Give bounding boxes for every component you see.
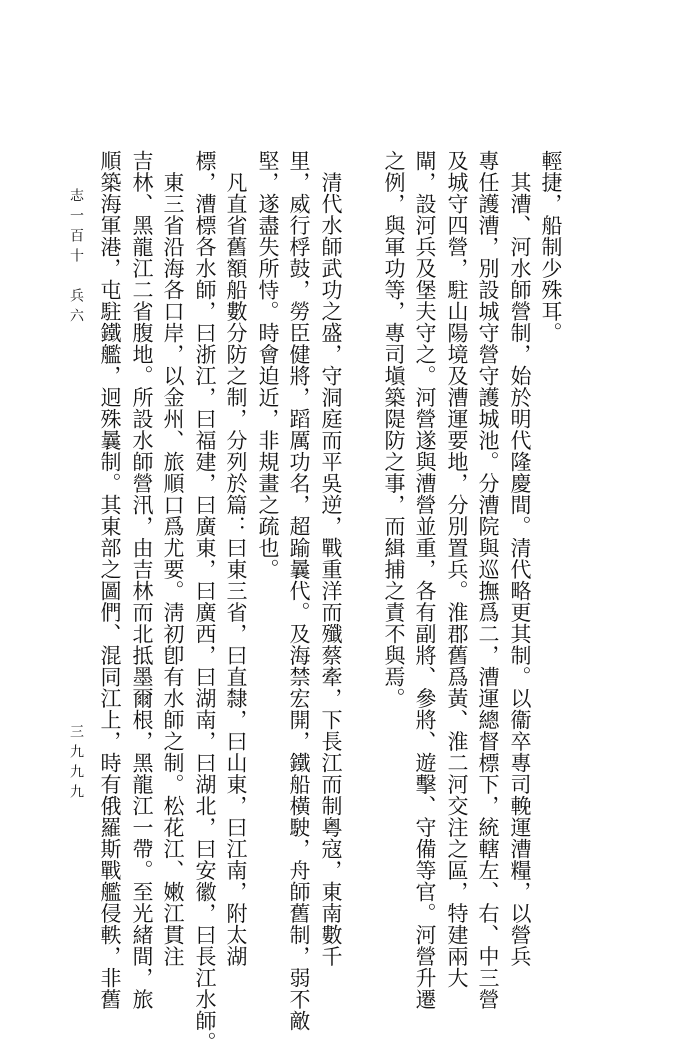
margin-label: 志一百十 兵六	[68, 188, 84, 328]
text-column: 堅，遂盡失所恃。時會迫近，非規畫之疏也。	[256, 150, 280, 580]
text-column: 閘，設河兵及堡夫守之。河營遂與漕營並重，各有副將、參將、遊擊、守備等官。河營升遷	[413, 150, 437, 1010]
text-column: 清代水師武功之盛，守洞庭而平吳逆，戰重洋而殲蔡牽，下長江而制粵寇，東南數千	[319, 150, 343, 967]
text-column: 凡直省舊額船數分防之制，分列於篇：曰東三省，曰直隸，曰山東，曰江南，附太湖	[224, 150, 248, 967]
text-column: 里，威行桴鼓，勞臣健將，蹈厲功名，超踰曩代。及海禁宏開，鐵船橫駛，舟師舊制，弱不敵	[287, 150, 311, 1032]
page-number: 三九九九	[68, 724, 84, 804]
text-column: 及城守四營，駐山陽境及漕運要地，分別置兵。淮郡舊爲黃、淮二河交注之區，特建兩大	[445, 150, 469, 989]
text-column: 專任護漕，別設城守營守護城池。分漕院與巡撫爲二，漕運總督標下，統轄左、右、中三營	[476, 150, 500, 1010]
text-column: 之例，與軍功等，專司塡築隄防之事，而緝捕之責不與焉。	[382, 150, 406, 709]
text-column: 東三省沿海各口岸，以金州、旅順口爲尤要。淸初卽有水師之制。松花江、嫩江貫注	[161, 150, 185, 967]
text-column: 輕捷，船制少殊耳。	[539, 150, 563, 344]
text-column: 標，漕標各水師，曰浙江，曰福建，曰廣東，曰廣西，曰湖南，曰湖北，曰安徽，曰長江水師。	[193, 150, 217, 1053]
text-column: 吉林、黑龍江二省腹地。所設水師營汛，由吉林而北抵墨爾根，黑龍江一帶。至光緒間，旅	[130, 150, 154, 1010]
text-column: 其漕、河水師營制，始於明代隆慶間。清代略更其制。以衞卒專司輓運漕糧，以營兵	[508, 150, 532, 967]
text-column: 順築海軍港，屯駐鐵艦，迥殊曩制。其東部之圖們、混同江上，時有俄羅斯戰艦侵軼，非舊	[98, 150, 122, 1010]
